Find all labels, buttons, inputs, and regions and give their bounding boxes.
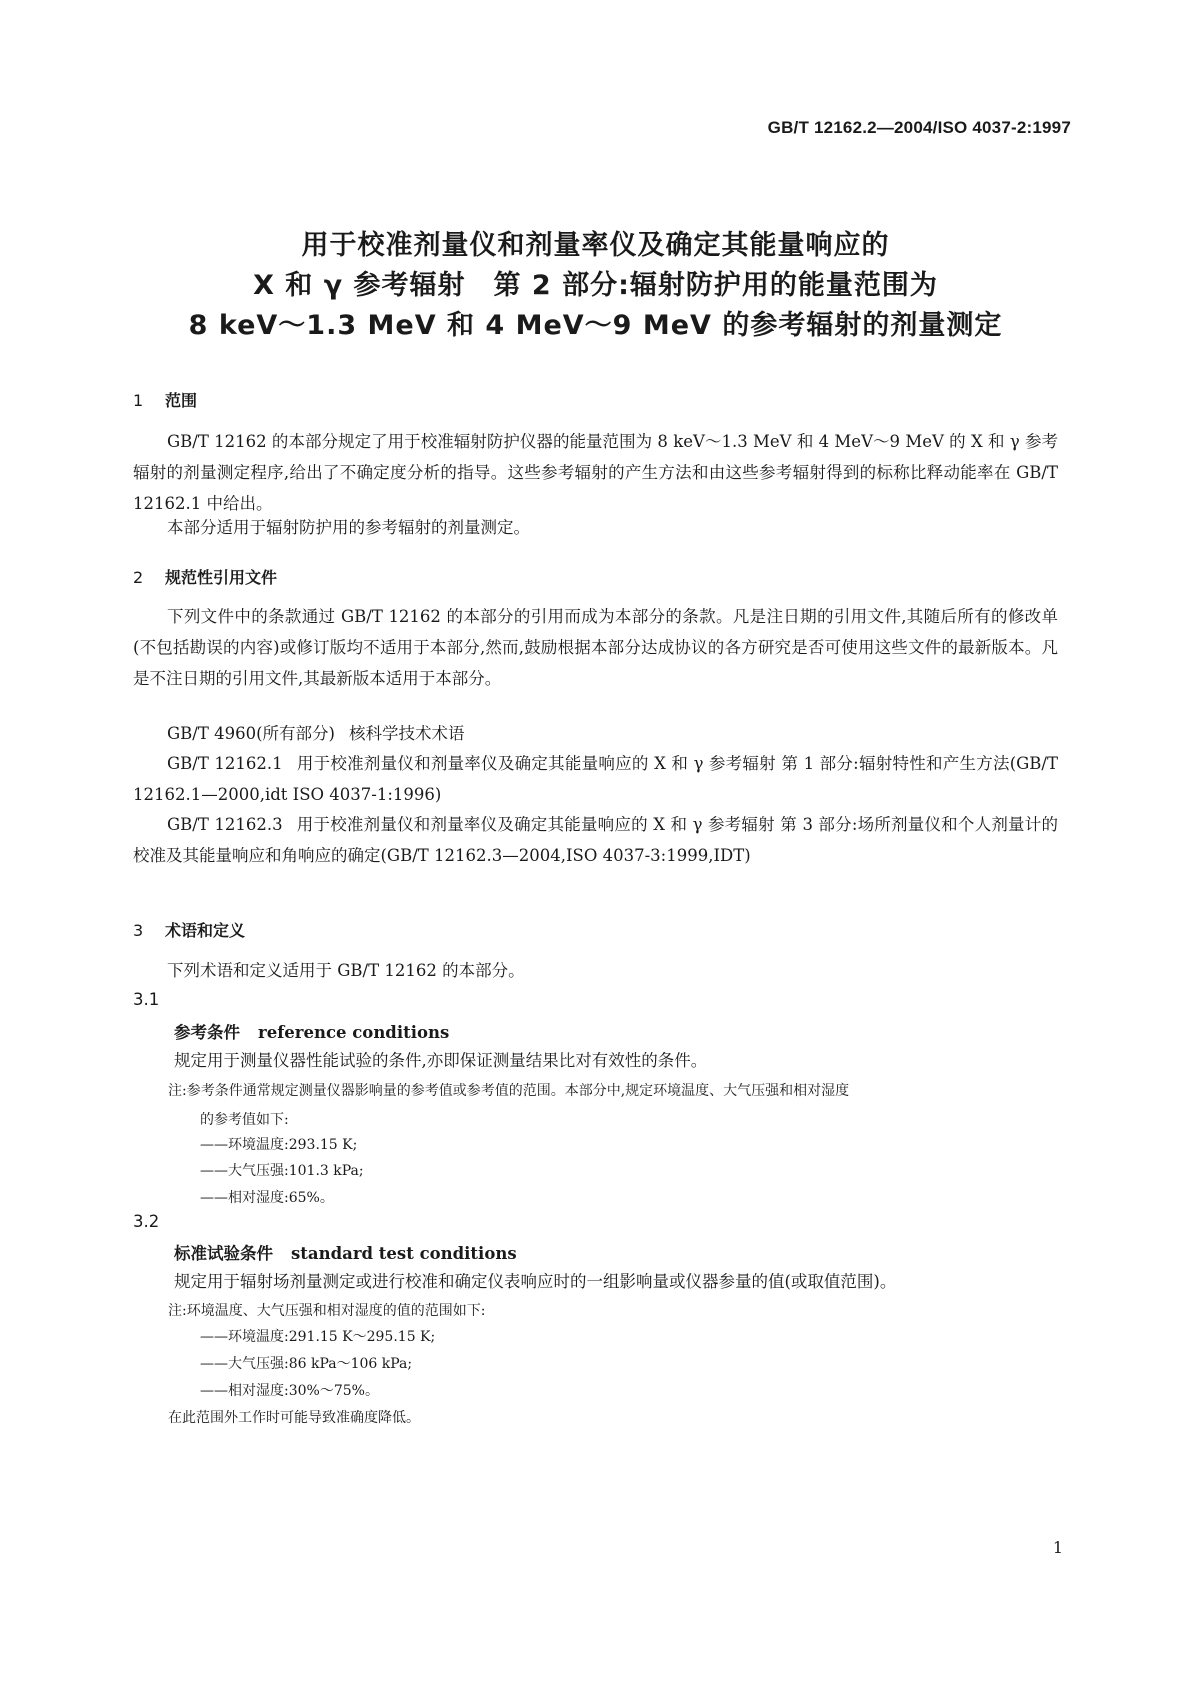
section-title: 术语和定义 <box>165 921 246 940</box>
document-title <box>0 226 1191 346</box>
note-tail: 在此范围外工作时可能导致准确度降低。 <box>168 1410 420 1426</box>
section-3-intro: 下列术语和定义适用于 GB/T 12162 的本部分。 <box>167 961 525 980</box>
term-definition: 规定用于辐射场剂量测定或进行校准和确定仪表响应时的一组影响量或仪器参量的值(或取值范围)。 <box>174 1272 897 1291</box>
section-title: 范围 <box>165 391 198 410</box>
clause-number: 3.1 <box>133 990 160 1009</box>
section-1-heading <box>133 388 197 411</box>
term-chinese: 标准试验条件 <box>174 1244 273 1263</box>
list-item: ——大气压强:86 kPa～106 kPa; <box>200 1356 413 1372</box>
list-item: ——相对湿度:30%～75%。 <box>200 1383 379 1399</box>
term-definition: 规定用于测量仪器性能试验的条件,亦即保证测量结果比对有效性的条件。 <box>174 1051 708 1070</box>
section-number: 1 <box>133 391 144 410</box>
term-heading <box>174 1019 449 1043</box>
term-english: reference conditions <box>258 1023 450 1042</box>
term-heading <box>174 1240 517 1264</box>
term-note-continued: 的参考值如下: <box>200 1112 289 1128</box>
section-1-paragraph: GB/T 12162 的本部分规定了用于校准辐射防护仪器的能量范围为 8 keV～1.3 MeV 和 4 MeV～9 MeV 的 X 和 γ 参考辐射的剂量测定程序,给出了不确定度分析的指导。这些参考辐射的产生方法和由这些参考辐射得到的标称比释动能率在 GB/T 12162.1 中给出。 <box>133 432 1058 513</box>
normative-reference <box>133 809 1058 871</box>
section-title: 规范性引用文件 <box>165 568 278 587</box>
section-2-intro: 下列文件中的条款通过 GB/T 12162 的本部分的引用而成为本部分的条款。凡是注日期的引用文件,其随后所有的修改单(不包括勘误的内容)或修订版均不适用于本部分,然而,鼓励根据本部分达成协议的各方研究是否可使用这些文件的最新版本。凡是不注日期的引用文件,其最新版本适用于本部分。 <box>133 607 1058 688</box>
list-item: ——环境温度:293.15 K; <box>200 1137 358 1153</box>
section-number: 2 <box>133 568 144 587</box>
term-english: standard test conditions <box>291 1244 517 1263</box>
reference-code: GB/T 12162.1 <box>167 754 283 773</box>
normative-reference <box>133 748 1058 810</box>
section-2-heading <box>133 565 277 588</box>
term-note: 注:参考条件通常规定测量仪器影响量的参考值或参考值的范围。本部分中,规定环境温度、大气压强和相对湿度 <box>168 1083 850 1099</box>
reference-code: GB/T 12162.3 <box>167 815 283 834</box>
title-line-2: X 和 γ 参考辐射 第 2 部分:辐射防护用的能量范围为 <box>253 270 938 301</box>
term-chinese: 参考条件 <box>174 1023 240 1042</box>
list-item: ——相对湿度:65%。 <box>200 1190 334 1206</box>
list-item: ——环境温度:291.15 K～295.15 K; <box>200 1329 436 1345</box>
title-line-1: 用于校准剂量仪和剂量率仪及确定其能量响应的 <box>301 230 890 261</box>
section-number: 3 <box>133 921 144 940</box>
clause-number: 3.2 <box>133 1212 160 1231</box>
reference-title: 用于校准剂量仪和剂量率仪及确定其能量响应的 X 和 γ 参考辐射 第 1 部分:辐射特性和产生方法(GB/T 12162.1—2000,idt ISO 4037-1:1996) <box>133 754 1058 804</box>
reference-title: 核科学技术术语 <box>348 724 465 743</box>
list-item: ——大气压强:101.3 kPa; <box>200 1163 364 1179</box>
title-line-3: 8 keV～1.3 MeV 和 4 MeV～9 MeV 的参考辐射的剂量测定 <box>188 310 1003 341</box>
normative-reference <box>133 718 1058 749</box>
reference-title: 用于校准剂量仪和剂量率仪及确定其能量响应的 X 和 γ 参考辐射 第 3 部分:场所剂量仪和个人剂量计的校准及其能量响应和角响应的确定(GB/T 12162.3—2004,ISO 4037-3:1999,IDT) <box>133 815 1058 865</box>
page-number: 1 <box>1052 1538 1063 1557</box>
standard-code: GB/T 12162.2—2004/ISO 4037-2:1997 <box>767 118 1071 137</box>
section-1-scope-sentence: 本部分适用于辐射防护用的参考辐射的剂量测定。 <box>167 518 530 537</box>
section-3-heading <box>133 918 245 941</box>
term-note: 注:环境温度、大气压强和相对湿度的值的范围如下: <box>168 1303 486 1319</box>
reference-code: GB/T 4960(所有部分) <box>167 724 335 743</box>
